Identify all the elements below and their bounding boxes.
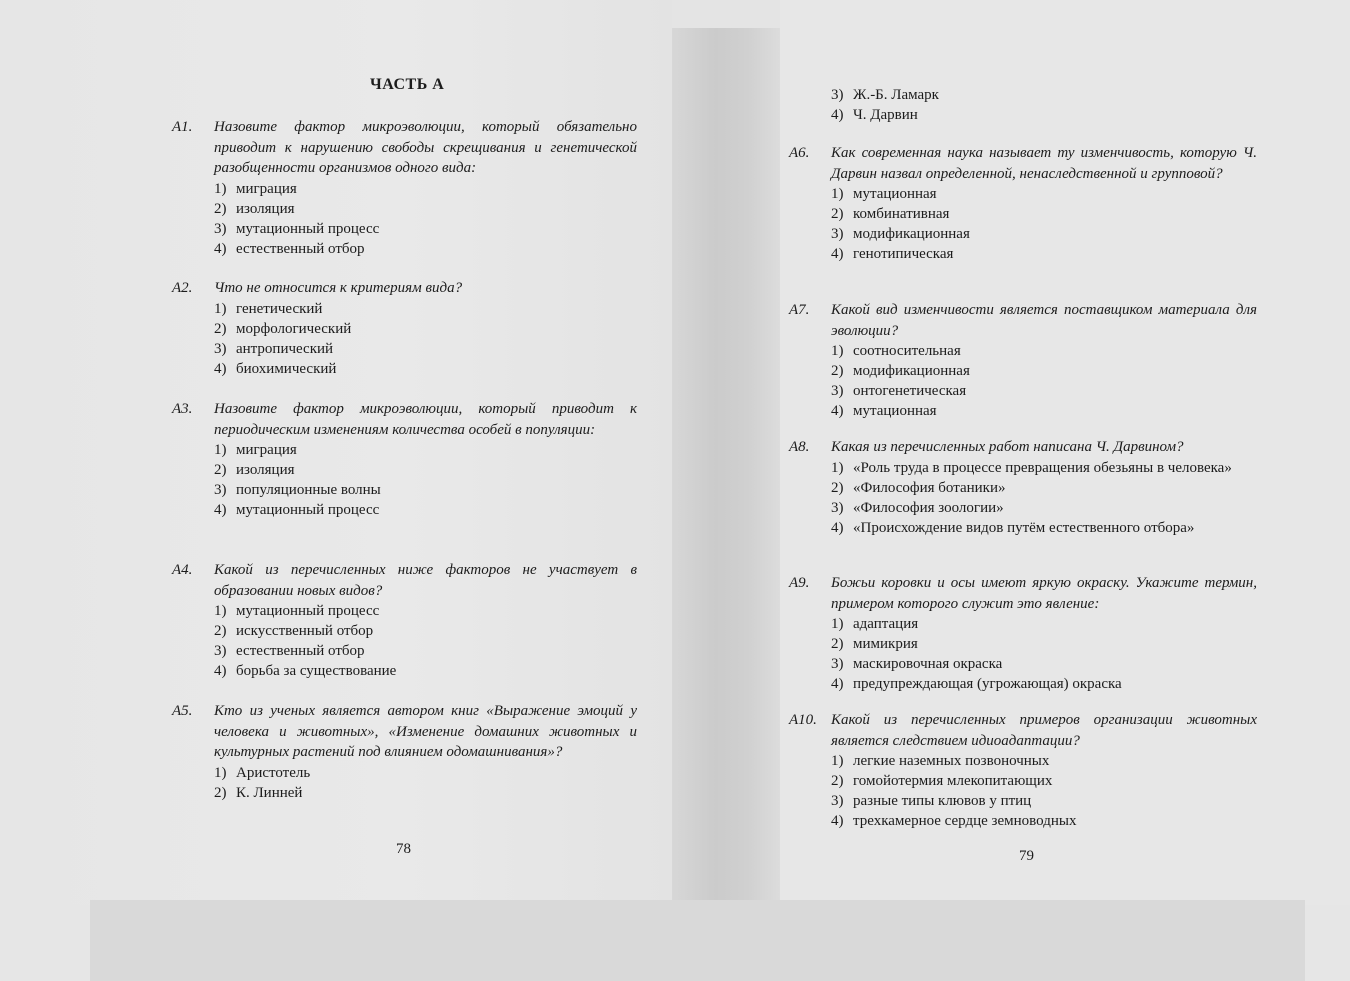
option-text: естественный отбор — [236, 240, 365, 257]
option-number: 4) — [831, 813, 844, 829]
option-number: 4) — [214, 663, 227, 679]
option-text: гомойотермия млекопитающих — [853, 773, 1053, 789]
option-item — [831, 244, 1257, 264]
option-item — [214, 621, 637, 641]
options-list — [789, 184, 1257, 264]
question-a9 — [789, 573, 1257, 694]
option-number: 1) — [214, 442, 227, 458]
option-number: 2) — [831, 479, 844, 496]
option-text: морфологический — [236, 320, 352, 337]
option-text: «Философия зоологии» — [853, 499, 1004, 516]
option-text: генетический — [236, 300, 323, 317]
option-item — [831, 105, 1257, 125]
question-text: Какая из перечисленных работ написана Ч. Дарвином? — [831, 439, 1184, 455]
question-number: А1. — [172, 119, 193, 135]
page-number-right: 79 — [1019, 848, 1034, 864]
question-number: А2. — [172, 280, 193, 296]
option-item — [831, 341, 1257, 361]
option-text: адаптация — [853, 616, 919, 632]
question-text: Божьи коровки и осы имеют яркую окраску. Укажите термин, примером которого служит это явление: — [831, 575, 1257, 612]
option-item — [831, 498, 1257, 518]
question-number: А7. — [789, 302, 810, 318]
question-a7 — [789, 300, 1257, 421]
question-a4 — [172, 560, 637, 681]
question-text: Кто из ученых является автором книг «Выражение эмоций у человека и животных», «Изменение домашних животных и культурных растений под влиянием одомашнивания»? — [214, 703, 637, 760]
option-text: миграция — [236, 180, 297, 197]
option-number: 4) — [831, 403, 844, 419]
option-item — [831, 614, 1257, 634]
option-number: 1) — [831, 753, 844, 769]
option-text: мимикрия — [853, 636, 918, 652]
option-text: соотносительная — [853, 343, 961, 359]
option-number: 3) — [831, 383, 844, 399]
option-number: 1) — [831, 343, 844, 359]
option-text: антропический — [236, 340, 334, 357]
option-number: 3) — [831, 656, 844, 672]
option-text: популяционные волны — [236, 482, 381, 498]
option-item — [831, 674, 1257, 694]
option-item — [214, 359, 637, 379]
option-text: мутационная — [853, 403, 937, 419]
question-a2 — [172, 278, 637, 379]
option-number: 1) — [831, 616, 844, 632]
option-text: изоляция — [236, 462, 295, 478]
part-title: ЧАСТЬ А — [370, 76, 445, 93]
page-number-left: 78 — [396, 841, 411, 857]
question-number: А10. — [789, 712, 817, 728]
option-item — [831, 204, 1257, 224]
options-list — [172, 763, 637, 803]
question-text: Что не относится к критериям вида? — [214, 280, 463, 296]
option-item — [214, 179, 637, 199]
option-item — [214, 219, 637, 239]
option-number: 1) — [214, 300, 227, 317]
option-text: маскировочная окраска — [853, 656, 1003, 672]
option-item — [831, 85, 1257, 105]
option-text: трехкамерное сердце земноводных — [853, 813, 1077, 829]
options-list — [789, 458, 1257, 538]
option-item — [214, 763, 637, 783]
question-text: Назовите фактор микроэволюции, который приводит к периодическим изменениям количества особей в популяции: — [214, 401, 637, 438]
option-number: 1) — [214, 180, 227, 197]
option-item — [831, 361, 1257, 381]
option-text: онтогенетическая — [853, 383, 967, 399]
option-number: 2) — [831, 636, 844, 652]
question-a5 — [172, 701, 637, 803]
option-text: модификационная — [853, 226, 970, 242]
option-number: 1) — [214, 764, 227, 781]
option-number: 4) — [831, 519, 844, 536]
option-number: 4) — [214, 360, 227, 377]
option-text: мутационный процесс — [236, 220, 380, 237]
option-text: «Философия ботаники» — [853, 479, 1006, 496]
option-item — [214, 319, 637, 339]
option-text: генотипическая — [853, 246, 954, 262]
option-text: миграция — [236, 442, 297, 458]
options-list — [789, 85, 1257, 125]
option-number: 3) — [214, 482, 227, 498]
option-text: легкие наземных позвоночных — [853, 753, 1050, 769]
option-text: биохимический — [236, 360, 337, 377]
option-number: 1) — [831, 459, 844, 476]
options-list — [172, 601, 637, 681]
option-item — [831, 654, 1257, 674]
option-item — [214, 480, 637, 500]
question-number: А4. — [172, 562, 193, 578]
option-item — [214, 440, 637, 460]
option-item — [831, 811, 1257, 831]
option-item — [831, 518, 1257, 538]
option-item — [831, 771, 1257, 791]
question-a10 — [789, 710, 1257, 831]
question-text: Какой вид изменчивости является поставщиком материала для эволюции? — [831, 302, 1257, 339]
options-list — [172, 440, 637, 520]
option-number: 4) — [831, 246, 844, 262]
option-text: мутационный процесс — [236, 603, 380, 619]
option-number: 3) — [831, 87, 844, 103]
option-number: 2) — [214, 200, 227, 217]
option-item — [214, 239, 637, 259]
option-number: 2) — [831, 206, 844, 222]
option-item — [214, 339, 637, 359]
option-number: 4) — [214, 502, 227, 518]
question-number: А6. — [789, 145, 810, 161]
option-number: 1) — [214, 603, 227, 619]
scan-background-strip — [90, 900, 1305, 981]
option-number: 3) — [831, 226, 844, 242]
option-item — [214, 661, 637, 681]
option-text: предупреждающая (угрожающая) окраска — [853, 676, 1122, 692]
option-number: 2) — [831, 773, 844, 789]
question-a1 — [172, 117, 637, 259]
option-number: 2) — [214, 623, 227, 639]
option-item — [831, 478, 1257, 498]
option-number: 4) — [831, 107, 844, 123]
option-item — [214, 601, 637, 621]
option-item — [214, 460, 637, 480]
option-text: борьба за существование — [236, 663, 397, 679]
question-number: А5. — [172, 703, 193, 719]
option-number: 3) — [214, 220, 227, 237]
option-text: искусственный отбор — [236, 623, 374, 639]
book-gutter — [672, 28, 780, 905]
option-text: комбинативная — [853, 206, 950, 222]
options-list — [789, 614, 1257, 694]
option-text: изоляция — [236, 200, 295, 217]
options-list — [789, 341, 1257, 421]
option-number: 4) — [214, 240, 227, 257]
option-number: 2) — [831, 363, 844, 379]
option-text: Аристотель — [236, 764, 311, 781]
option-text: Ж.-Б. Ламарк — [853, 87, 939, 103]
question-a6 — [789, 143, 1257, 264]
option-text: Ч. Дарвин — [853, 107, 918, 123]
options-list — [789, 751, 1257, 831]
option-number: 4) — [831, 676, 844, 692]
option-item — [831, 381, 1257, 401]
question-a3 — [172, 399, 637, 520]
question-text: Как современная наука называет ту изменчивость, которую Ч. Дарвин назвал определенной, ненаследственной и групповой? — [831, 145, 1257, 182]
option-text: мутационный процесс — [236, 502, 380, 518]
option-item — [214, 641, 637, 661]
option-item — [831, 791, 1257, 811]
question-text: Назовите фактор микроэволюции, который обязательно приводит к нарушению свободы скрещивания и генетической разобщенности организмов одного вида: — [214, 119, 637, 176]
question-a8 — [789, 437, 1257, 538]
option-number: 3) — [214, 643, 227, 659]
option-item — [214, 199, 637, 219]
option-item — [214, 500, 637, 520]
option-item — [831, 184, 1257, 204]
question-a5-continued — [789, 85, 1257, 125]
option-number: 3) — [831, 499, 844, 516]
option-item — [831, 401, 1257, 421]
question-text: Какой из перечисленных ниже факторов не участвует в образовании новых видов? — [214, 562, 637, 599]
question-number: А8. — [789, 439, 810, 455]
option-number: 1) — [831, 186, 844, 202]
question-text: Какой из перечисленных примеров организации животных является следствием идиоадаптации? — [831, 712, 1257, 749]
options-list — [172, 299, 637, 379]
option-number: 2) — [214, 462, 227, 478]
option-item — [214, 783, 637, 803]
option-item — [831, 751, 1257, 771]
option-number: 3) — [831, 793, 844, 809]
option-text: К. Линней — [236, 784, 303, 801]
option-number: 2) — [214, 320, 227, 337]
option-number: 3) — [214, 340, 227, 357]
option-text: естественный отбор — [236, 643, 365, 659]
question-number: А9. — [789, 575, 810, 591]
option-item — [831, 224, 1257, 244]
question-number: А3. — [172, 401, 193, 417]
option-number: 2) — [214, 784, 227, 801]
options-list — [172, 179, 637, 259]
option-text: «Происхождение видов путём естественного отбора» — [853, 519, 1195, 536]
option-item — [831, 458, 1257, 478]
option-text: модификационная — [853, 363, 970, 379]
option-text: «Роль труда в процессе превращения обезьяны в человека» — [853, 459, 1232, 476]
option-item — [214, 299, 637, 319]
option-item — [831, 634, 1257, 654]
option-text: мутационная — [853, 186, 937, 202]
option-text: разные типы клювов у птиц — [853, 793, 1032, 809]
